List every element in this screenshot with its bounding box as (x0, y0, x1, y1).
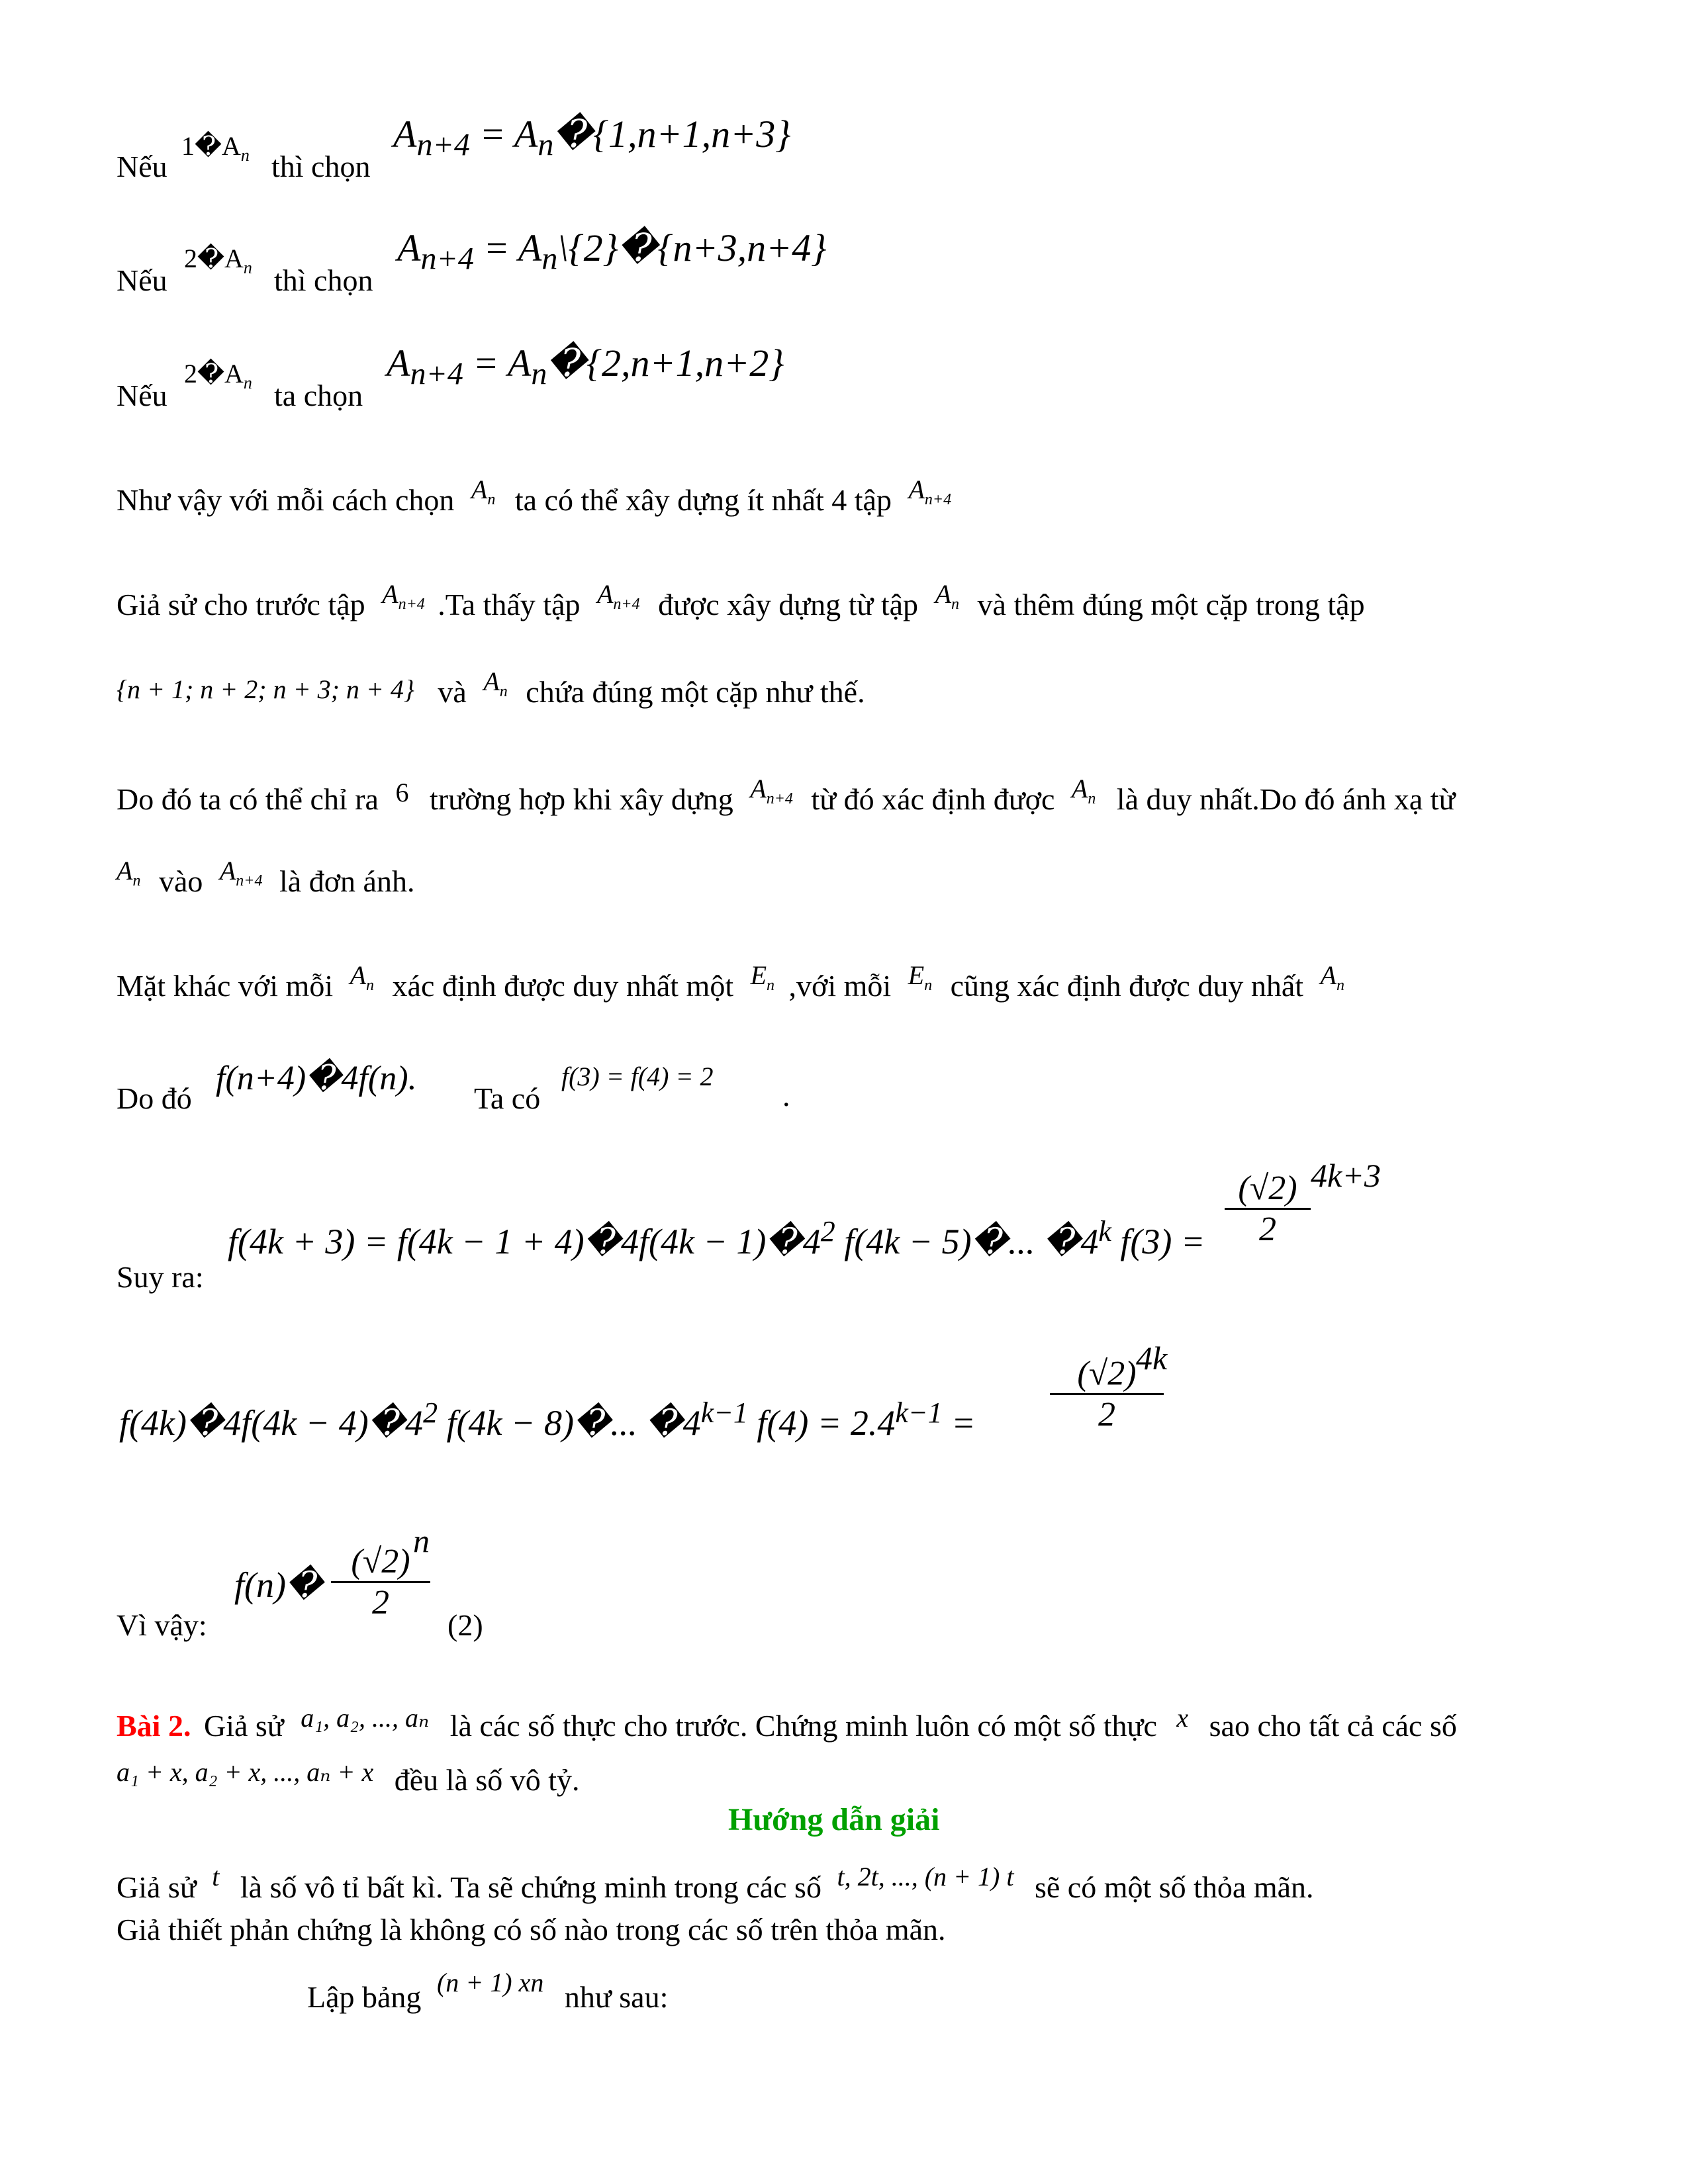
eq: = A (479, 113, 538, 156)
sub-n4: n+4 (410, 356, 463, 392)
A-n (471, 475, 496, 508)
text: được xây dựng từ tập (658, 588, 919, 621)
text: Do đó ta có thể chỉ ra (117, 782, 379, 816)
text-ta-co: Ta có (474, 1081, 541, 1115)
eq-part-3: f(4) = 2.4 (757, 1403, 896, 1443)
formula-chosen-2 (397, 226, 827, 277)
text: Giả sử cho trước tập (117, 588, 365, 621)
line-15 (117, 1757, 580, 1798)
A-n4 (596, 579, 640, 613)
line-18 (307, 1968, 669, 2015)
formula-f4k (119, 1396, 976, 1443)
num: (√2) (1238, 1169, 1297, 1207)
sub-n: n (538, 127, 554, 163)
fraction-sqrt2-4k3 (1225, 1169, 1311, 1249)
A-n (117, 856, 141, 889)
text-neu: Nếu (117, 379, 167, 412)
eq-part-4: = (951, 1403, 976, 1443)
frac-num: (√2) (1077, 1355, 1137, 1392)
A: A (393, 113, 417, 156)
exp-k1: k−1 (700, 1396, 748, 1429)
text: đều là số vô tỷ. (394, 1763, 580, 1797)
text-suy-ra: Suy ra: (117, 1260, 204, 1294)
exp-2: 2 (820, 1215, 835, 1248)
text: chứa đúng một cặp như thế. (526, 675, 865, 709)
problem-label: Bài 2. (117, 1709, 191, 1743)
formula-suy-ra (228, 1215, 1205, 1262)
line-7 (117, 774, 1456, 821)
cond-1: 1�A (181, 131, 241, 161)
A-n4 (908, 475, 952, 508)
text: sẽ có một số thỏa mãn. (1034, 1870, 1314, 1904)
cond-2: 2�A (184, 244, 244, 273)
line-9 (117, 960, 1344, 1007)
text: Giả sử (203, 1709, 284, 1743)
sub-n4: n+4 (398, 596, 425, 613)
line-1 (117, 150, 167, 185)
E-n (908, 960, 933, 994)
sub-n4: n+4 (924, 491, 952, 508)
line-17: Giả thiết phản chứng là không có số nào trong các số trên thỏa mãn. (117, 1913, 946, 1946)
text: xác định được duy nhất một (392, 969, 734, 1003)
sub-n: n (243, 258, 252, 277)
text-thi-chon-2: thì chọn (274, 263, 373, 297)
eq: = A (483, 226, 542, 269)
A: A (350, 960, 367, 990)
sub-n: n (243, 373, 252, 392)
text: sao cho tất cả các số (1209, 1709, 1457, 1743)
text: Lập bảng (307, 1980, 422, 2014)
line-10 (117, 1081, 192, 1116)
text: là các số thực cho trước. Chứng minh luôn có một số thực (449, 1709, 1157, 1743)
A: A (219, 856, 236, 886)
set-1: �{1,n+1,n+3} (553, 113, 791, 156)
text-neu: Nếu (117, 263, 167, 297)
A: A (908, 475, 925, 504)
text: Do đó (117, 1081, 192, 1115)
A-n (1071, 774, 1096, 807)
sub-n: n (767, 977, 775, 994)
exp-n: n (413, 1522, 430, 1559)
sub-n: n (366, 977, 375, 994)
solution-heading: Hướng dẫn giải (728, 1802, 940, 1837)
text: Giả sử (117, 1870, 197, 1904)
text: .Ta thấy tập (438, 588, 581, 621)
sub-n: n (499, 683, 508, 700)
text: là số vô tỉ bất kì. Ta sẽ chứng minh trong các số (240, 1870, 821, 1904)
text: ,với mỗi (788, 969, 892, 1003)
A: A (935, 579, 951, 609)
set-n1-n4: {n + 1; n + 2; n + 3; n + 4} (117, 674, 414, 704)
A-n4 (219, 856, 263, 889)
A-n (350, 960, 375, 994)
A: A (1071, 774, 1088, 803)
text: là duy nhất.Do đó ánh xạ từ (1116, 782, 1456, 816)
text-thi-chon-1: thì chọn (271, 150, 371, 183)
A: A (1320, 960, 1336, 990)
line-8 (117, 856, 415, 903)
A-n4 (382, 579, 425, 613)
sequence-t: t, 2t, ..., (n + 1) t (837, 1862, 1014, 1891)
sub-n: n (541, 241, 558, 277)
formula-chosen-3 (387, 341, 784, 392)
formula-cond-2 (184, 244, 252, 278)
sub-n: n (1088, 790, 1096, 807)
eq-part-1: f(4k)�4f(4k − 4)�4 (119, 1403, 424, 1443)
line-6 (117, 666, 865, 713)
table-dim: (n + 1) xn (436, 1968, 544, 1997)
exp-2: 2 (423, 1396, 438, 1429)
text: từ đó xác định được (811, 782, 1055, 816)
number-6: 6 (395, 778, 409, 807)
text: trường hợp khi xây dựng (429, 782, 733, 816)
A: A (750, 774, 767, 803)
text-vi-vay: Vì vậy: (117, 1608, 207, 1642)
eq: = A (473, 341, 532, 385)
text: ta có thể xây dựng ít nhất 4 tập (514, 483, 892, 517)
formula-cond-3 (184, 359, 252, 393)
frac-num (1225, 1169, 1311, 1208)
formula-f-n4: f(n+4)�4f(n). (216, 1060, 417, 1097)
var-t: t (212, 1862, 220, 1891)
eq-part-2: f(4k − 5)�... �4 (844, 1222, 1099, 1261)
text: cũng xác định được duy nhất (950, 969, 1304, 1003)
sequence-a: a₁, a₂, ..., aₙ (301, 1703, 430, 1733)
eq-part-2: f(4k − 8)�... �4 (446, 1403, 701, 1443)
sub-n4: n+4 (766, 790, 793, 807)
text: Mặt khác với mỗi (117, 969, 334, 1003)
text: vào (158, 864, 203, 898)
dot: . (782, 1079, 790, 1113)
formula-chosen-1 (393, 113, 791, 163)
A: A (387, 341, 410, 385)
frac-den: 2 (1259, 1210, 1276, 1248)
A: A (397, 226, 421, 269)
sub-n: n (240, 146, 250, 165)
text-neu: Nếu (117, 150, 167, 183)
A-n (1320, 960, 1344, 994)
A: A (471, 475, 488, 504)
frac-num: (√2) (351, 1543, 410, 1580)
E-n (750, 960, 775, 994)
A-n (483, 666, 508, 700)
A: A (483, 666, 500, 696)
line-5 (117, 579, 1365, 626)
line-2 (117, 263, 167, 298)
formula-f3-f4: f(3) = f(4) = 2 (561, 1062, 714, 1091)
A: A (596, 579, 614, 609)
A-n (935, 579, 959, 613)
A-n4 (750, 774, 793, 807)
sub-n: n (132, 872, 141, 889)
text: là đơn ánh. (279, 864, 415, 898)
line-16 (117, 1862, 1314, 1905)
sub-n: n (487, 491, 496, 508)
frac-den: 2 (372, 1584, 389, 1621)
text: như sau: (564, 1980, 669, 2014)
sub-n: n (531, 356, 547, 392)
sub-n4: n+4 (420, 241, 474, 277)
set-3: �{2,n+1,n+2} (547, 341, 784, 385)
set-2: \{2}�{n+3,n+4} (557, 226, 827, 269)
exp-4k: 4k (1136, 1340, 1168, 1377)
exp-k: k (1098, 1215, 1111, 1248)
sub-n4: n+4 (613, 596, 640, 613)
sub-n: n (951, 596, 959, 613)
line-4 (117, 475, 952, 522)
E: E (908, 960, 925, 990)
equation-tag-2: (2) (447, 1608, 483, 1642)
A: A (382, 579, 399, 609)
text: và (438, 675, 467, 709)
A: A (117, 856, 133, 886)
sub-n: n (924, 977, 933, 994)
var-x: x (1176, 1703, 1189, 1733)
text: Như vậy với mỗi cách chọn (117, 483, 455, 517)
line-3 (117, 379, 167, 414)
line-14 (117, 1703, 1457, 1744)
text-ta-chon-3: ta chọn (274, 379, 363, 412)
E: E (750, 960, 767, 990)
exp-k1b: k−1 (895, 1396, 943, 1429)
exp-4k3: 4k+3 (1311, 1157, 1381, 1194)
frac-den: 2 (1098, 1396, 1115, 1433)
sub-n: n (1336, 977, 1344, 994)
formula-fn: f(n)� (234, 1565, 323, 1605)
eq-part-3: f(3) = (1120, 1222, 1205, 1261)
sub-n4: n+4 (416, 127, 470, 163)
formula-cond-1 (181, 131, 250, 165)
cond-3: 2�A (184, 359, 244, 388)
text: và thêm đúng một cặp trong tập (977, 588, 1365, 621)
sub-n4: n+4 (236, 872, 263, 889)
sequence-a-x: a₁ + x, a₂ + x, ..., aₙ + x (117, 1757, 374, 1787)
eq-part-1: f(4k + 3) = f(4k − 1 + 4)�4f(4k − 1)�4 (228, 1222, 821, 1261)
